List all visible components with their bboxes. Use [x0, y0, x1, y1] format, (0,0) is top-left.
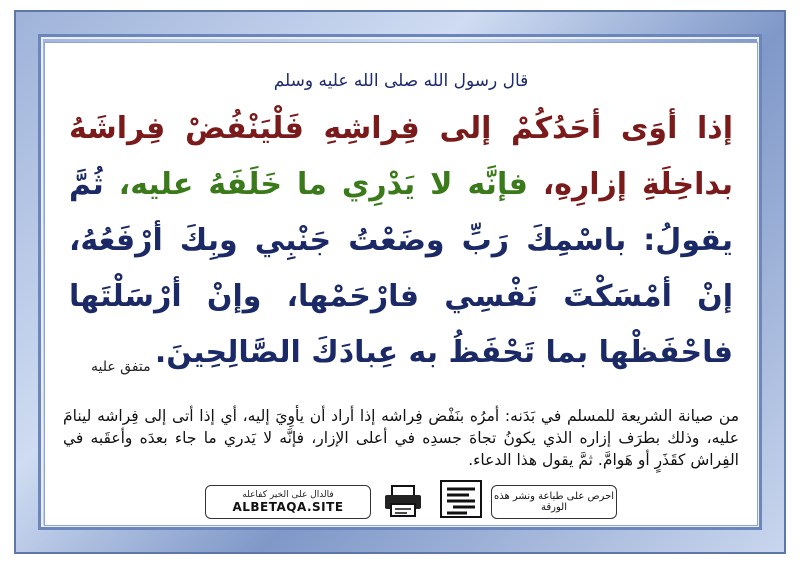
hadith-source: متفق عليه	[91, 359, 151, 375]
hadith-part-2: فإنَّه لا يَدْرِي ما خَلَفَهُ عليه،	[118, 167, 528, 202]
print-reminder: احرص على طباعة ونشر هذه الورقة	[491, 485, 617, 519]
prophet-saying-header: قال رسول الله صلى الله عليه وسلم	[273, 71, 529, 91]
footer	[45, 471, 757, 525]
hadith-part-1: إذا أوَى أحَدُكُمْ إلى فِراشِهِ فَلْيَنْفُضْ فِراشَهُ بداخِلَةِ إزارِهِ،	[69, 111, 733, 202]
site-tagline: فالدال على الخير كفاعله	[242, 490, 334, 500]
hadith-text	[69, 101, 733, 381]
commentary-text: من صيانة الشريعة للمسلم في بَدَنه: أمرُه بنَفْض فِراشه إذا أراد أن يأوِيَ إليه، أي إذا أتى إلى فِراشه لينامَ عليه، وذلك بطرَف إزاره الذي يكونُ تجاهَ جسدِه في أعلى الإزار، فإنَّه لا يَدري ما جاء بعدَه وأعقَبه في الفِراش كقَذَرٍ أو هَوامَّ. ثمَّ يقول هذا الدعاء.	[63, 407, 739, 469]
site-box[interactable]	[205, 485, 371, 519]
printer-icon	[375, 483, 431, 519]
site-name: ALBETAQA.SITE	[232, 500, 344, 514]
card-paper	[44, 42, 758, 526]
hadith-part-3: ثُمَّ يقولُ: باسْمِكَ رَبِّ وضَعْتُ جَنْبِي وبِكَ أرْفَعُهُ، إنْ أمْسَكْتَ نَفْسِي فارْحَمْها، وإنْ أرْسَلْتَها فاحْفَظْها بما تَحْفَظُ به عِبادَكَ الصَّالِحِينَ.	[69, 167, 733, 370]
albetaqa-logo	[437, 479, 485, 519]
